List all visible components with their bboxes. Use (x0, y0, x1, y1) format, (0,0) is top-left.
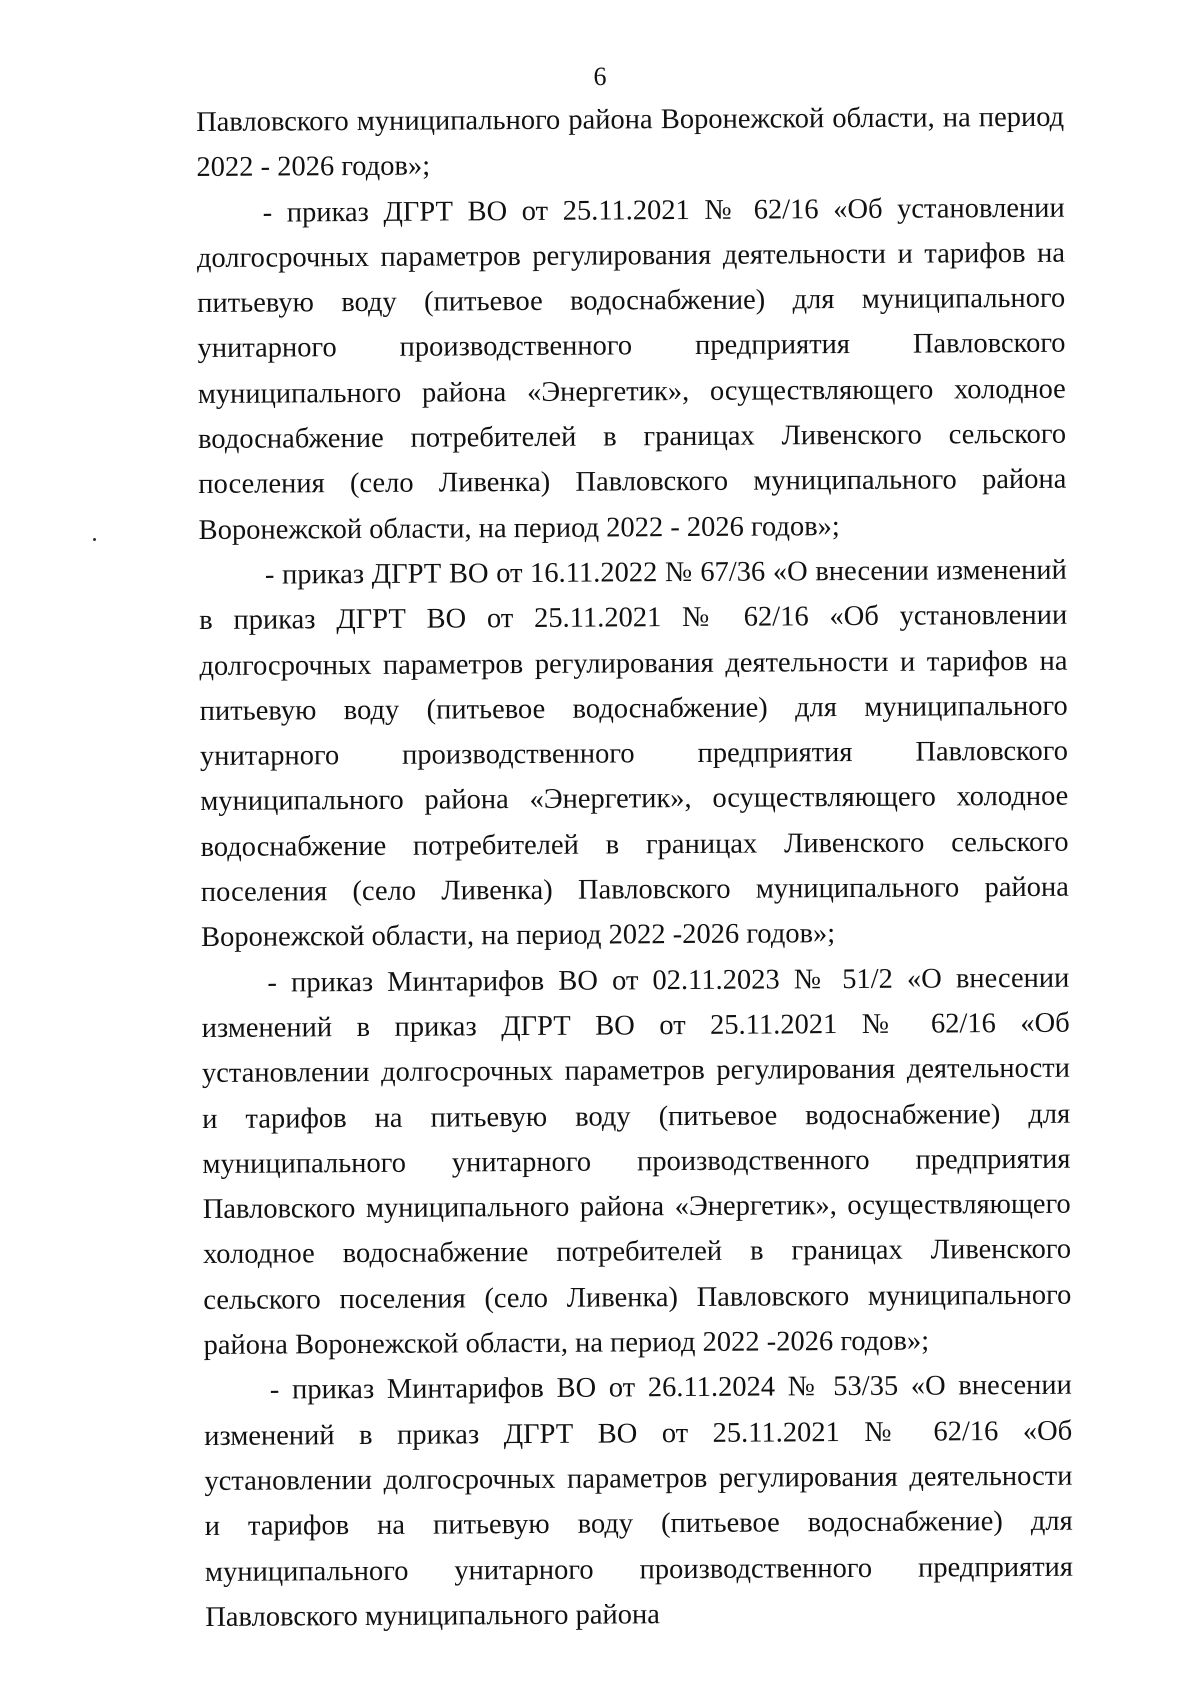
paragraph-continuation: Павловского муниципального района Воронежской области, на период 2022 - 2026 годов»; (196, 101, 1065, 184)
page-number: 6 (593, 62, 607, 91)
scan-speck (93, 538, 96, 541)
document-body (196, 95, 1073, 1640)
paragraph-order-62-16: - приказ ДГРТ ВО от 25.11.2021 № 62/16 «Об установлении долгосрочных параметров регулирования деятельности и тарифов на питьевую воду (питьевое водоснабжение) для муниципального унитарного производственного предприятия Павловского муниципального района «Энергетик», осуществляющего холодное водоснабжение потребителей в границах Ливенского сельского поселения (село Ливенка) Павловского муниципального района Воронежской области, на период 2022 - 2026 годов»; (196, 192, 1067, 546)
paragraph-order-51-2: - приказ Минтарифов ВО от 02.11.2023 № 51/2 «О внесении изменений в приказ ДГРТ ВО от 25.11.2021 № 62/16 «Об установлении долгосрочных параметров регулирования деятельности и тарифов на питьевую воду (питьевое водоснабжение) для муниципального унитарного производственного предприятия Павловского муниципального района «Энергетик», осуществляющего холодное водоснабжение потребителей в границах Ливенского сельского поселения (село Ливенка) Павловского муниципального района Воронежской области, на период 2022 -2026 годов»; (201, 962, 1072, 1361)
paragraph-order-53-35: - приказ Минтарифов ВО от 26.11.2024 № 53/35 «О внесении изменений в приказ ДГРТ ВО от 25.11.2021 № 62/16 «Об установлении долгосрочных параметров регулирования деятельности и тарифов на питьевую воду (питьевое водоснабжение) для муниципального унитарного производственного предприятия Павловского муниципального района (204, 1369, 1074, 1633)
paragraph-order-67-36: - приказ ДГРТ ВО от 16.11.2022 № 67/36 «О внесении изменений в приказ ДГРТ ВО от 25.11.2021 № 62/16 «Об установлении долгосрочных параметров регулирования деятельности и тарифов на питьевую воду (питьевое водоснабжение) для муниципального унитарного производственного предприятия Павловского муниципального района «Энергетик», осуществляющего холодное водоснабжение потребителей в границах Ливенского сельского поселения (село Ливенка) Павловского муниципального района Воронежской области, на период 2022 -2026 годов»; (199, 554, 1069, 954)
